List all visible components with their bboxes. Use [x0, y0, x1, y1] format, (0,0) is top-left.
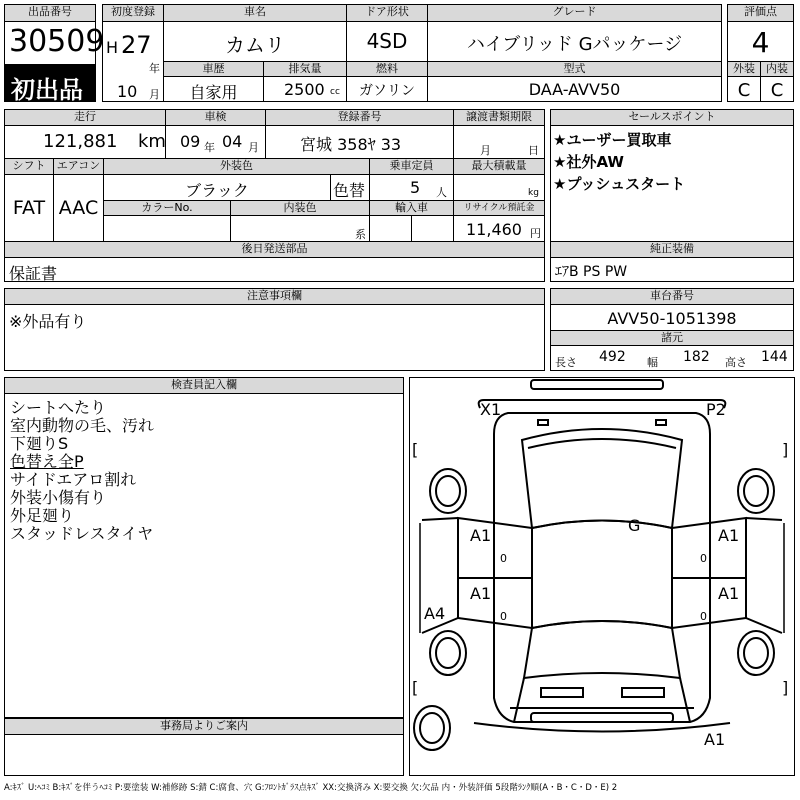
era: H [106, 38, 119, 57]
displacement-header: 排気量 [263, 61, 347, 77]
door-cell [346, 21, 428, 62]
first-reg-cell [102, 21, 164, 102]
load-header: 最大積載量 [453, 158, 545, 175]
sales-point: ★社外AW [553, 153, 624, 171]
mileage-unit: km [138, 131, 166, 152]
inspector-line: 室内動物の毛、汚れ [10, 416, 155, 435]
grade-cell [427, 21, 722, 62]
damage-mark: A1 [718, 584, 740, 603]
first-listing-label: 初出品 [11, 76, 83, 104]
recycle-header: リサイクル預託金 [453, 200, 545, 216]
recycle-cell [453, 215, 545, 242]
damage-mark: G [628, 516, 641, 535]
door-header: ドア形状 [346, 4, 428, 22]
import-header: 輸入車 [369, 200, 454, 216]
import-cell [369, 215, 412, 242]
inspector-line: シートへたり [10, 398, 107, 417]
int-grade: C [770, 80, 784, 101]
transfer-month-unit: 月 [480, 144, 491, 157]
inspector-line: サイドエアロ割れ [10, 470, 137, 489]
recycle: 11,460 [466, 220, 522, 239]
reg-year-unit: 年 [149, 62, 160, 75]
inspection-year: 09 [180, 132, 201, 151]
int-grade-cell [760, 76, 794, 102]
equipment-cell [550, 257, 794, 282]
car-name-header: 車名 [163, 4, 347, 22]
inspector-cell [4, 393, 404, 718]
inspector-line: 外足廻り [10, 506, 75, 525]
car-outline [410, 378, 794, 775]
damage-mark: A4 [424, 604, 446, 623]
capacity-cell [369, 174, 454, 201]
lot-number-header: 出品番号 [4, 4, 96, 22]
int-grade-header: 内装 [760, 61, 794, 77]
ac-cell [53, 174, 104, 242]
panel-zero: 0 [500, 552, 507, 565]
model: DAA-AVV50 [528, 80, 621, 99]
mileage-header: 走行 [4, 109, 166, 126]
damage-mark: A1 [470, 526, 492, 545]
parts-cell [4, 257, 545, 282]
inspection-header: 車検 [165, 109, 266, 126]
history: 自家用 [189, 83, 238, 102]
damage-mark: A1 [718, 526, 740, 545]
dims-cell [550, 345, 794, 371]
office-cell [4, 734, 404, 776]
displacement-unit: cc [330, 87, 340, 97]
recycle-unit: 円 [530, 227, 541, 240]
sales-points-header: セールスポイント [550, 109, 794, 126]
load-unit: kg [528, 188, 539, 198]
shift-cell [4, 174, 54, 242]
color-no-cell [103, 215, 231, 242]
parts-header: 後日発送部品 [4, 241, 545, 258]
damage-mark: A1 [470, 584, 492, 603]
grade-header: グレード [427, 4, 722, 22]
capacity: 5 [410, 178, 421, 197]
bracket-left: [ [412, 678, 419, 697]
inspection-month-unit: 月 [248, 141, 259, 154]
damage-mark: A1 [704, 730, 726, 749]
mileage-cell [4, 125, 166, 159]
car-name-cell [163, 21, 347, 62]
mileage: 121,881 [43, 131, 118, 152]
displacement: 2500 [284, 80, 325, 99]
panel-zero: 0 [700, 610, 707, 623]
office-header: 事務局よりご案内 [4, 718, 404, 735]
car-diagram [409, 377, 795, 776]
reg-year: 27 [121, 31, 152, 59]
capacity-header: 乗車定員 [369, 158, 454, 175]
legend: A:ｷｽﾞ U:ﾍｺﾐ B:ｷｽﾞを伴うﾍｺﾐ P:要塗装 W:補修跡 S:錆 C:腐食、穴 G:ﾌﾛﾝﾄｶﾞﾗｽ点ｷｽﾞ XX:交換済み X:要交換 欠:欠品 内・外装評価 5段階ﾗﾝｸ順(A・B・C・D・E) 2 [4, 783, 618, 793]
chassis-header: 車台番号 [550, 288, 794, 305]
damage-mark: X1 [480, 400, 502, 419]
plate-cell [265, 125, 454, 159]
sales-points-box [550, 125, 794, 242]
lot-number: 30509 [9, 24, 105, 59]
car-name: カムリ [225, 33, 285, 57]
color-change: 色替 [333, 181, 366, 200]
shift-header: シフト [4, 158, 54, 175]
width: 182 [683, 349, 710, 365]
inspection-cell [165, 125, 266, 159]
equipment-header: 純正装備 [550, 241, 794, 258]
int-color-header: 内装色 [230, 200, 370, 216]
ext-color-cell [103, 174, 331, 201]
sales-point: ★プッシュスタート [553, 175, 686, 193]
sales-point: ★ユーザー買取車 [553, 131, 672, 149]
inspector-line: 外装小傷有り [10, 488, 107, 507]
notes: ※外品有り [9, 312, 87, 331]
score: 4 [751, 26, 770, 59]
plate: 宮城 358ﾔ 33 [300, 135, 402, 154]
length-label: 長さ [555, 356, 577, 369]
inspector-line: スタッドレスタイヤ [10, 524, 154, 543]
fuel-header: 燃料 [346, 61, 428, 77]
score-header: 評価点 [727, 4, 794, 22]
length: 492 [599, 349, 626, 365]
load-cell [453, 174, 545, 201]
first-listing-badge [4, 64, 96, 102]
chassis-number: AVV50-1051398 [607, 309, 737, 328]
parts: 保証書 [9, 264, 58, 283]
score-cell [727, 21, 794, 62]
equipment: ｴｱB PS PW [555, 264, 628, 280]
damage-mark: P2 [706, 400, 726, 419]
panel-zero: 0 [700, 552, 707, 565]
transfer-header: 譲渡書類期限 [453, 109, 545, 126]
int-color-unit: 系 [355, 228, 366, 241]
color-change-cell [330, 174, 370, 201]
fuel: ガソリン [359, 83, 415, 99]
transfer-cell [453, 125, 545, 159]
chassis-cell [550, 304, 794, 331]
bracket-right: ] [782, 678, 789, 697]
transfer-day-unit: 日 [528, 144, 539, 157]
inspection-month: 04 [222, 132, 243, 151]
plate-header: 登録番号 [265, 109, 454, 126]
notes-cell [4, 304, 545, 371]
panel-zero: 0 [500, 610, 507, 623]
model-header: 型式 [427, 61, 722, 77]
shift: FAT [12, 197, 46, 219]
bracket-right: ] [782, 440, 789, 459]
first-reg-header: 初度登録 [102, 4, 164, 22]
ext-grade: C [737, 80, 751, 101]
color-no-header: カラーNo. [103, 200, 231, 216]
import-cell-2 [411, 215, 454, 242]
int-color-cell [230, 215, 370, 242]
reg-month-unit: 月 [149, 88, 160, 101]
capacity-unit: 人 [436, 186, 447, 199]
ext-color: ブラック [185, 181, 249, 200]
ac-header: エアコン [53, 158, 104, 175]
inspector-header: 検査員記入欄 [4, 377, 404, 394]
grade: ハイブリッド Gパッケージ [466, 34, 683, 55]
reg-month: 10 [117, 82, 138, 101]
bracket-left: [ [412, 440, 419, 459]
ext-grade-header: 外装 [727, 61, 761, 77]
inspector-line: 下廻りS [10, 434, 69, 453]
ac: AAC [58, 197, 99, 219]
history-header: 車歴 [163, 61, 264, 77]
height: 144 [761, 349, 788, 365]
inspection-year-unit: 年 [204, 141, 215, 154]
lot-number-cell [4, 21, 105, 65]
height-label: 高さ [725, 356, 747, 369]
inspector-line: 色替え全P [10, 452, 84, 471]
dims-header: 諸元 [550, 330, 794, 346]
displacement-cell [263, 76, 347, 102]
ext-color-header: 外装色 [103, 158, 370, 175]
history-cell [163, 76, 264, 102]
notes-header: 注意事項欄 [4, 288, 545, 305]
door-type: 4SD [366, 29, 408, 53]
width-label: 幅 [647, 356, 658, 369]
model-cell [427, 76, 722, 102]
ext-grade-cell [727, 76, 761, 102]
fuel-cell [346, 76, 428, 102]
